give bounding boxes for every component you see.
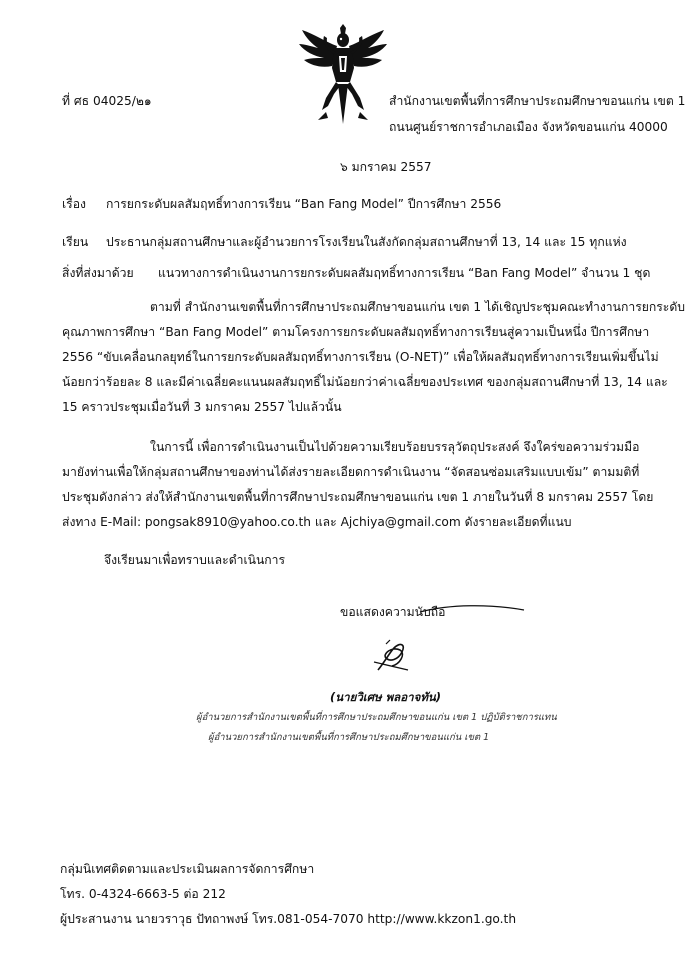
para1-line: ตามที่ สำนักงานเขตพื้นที่การศึกษาประถมศึกษาขอนแก่น เขต 1 ได้เชิญประชุมคณะทำงานการยกระดับ: [150, 300, 686, 314]
para1-line: คุณภาพการศึกษา “Ban Fang Model” ตามโครงการยกระดับผลสัมฤทธิ์ทางการเรียนสู่ความเป็นหนึ่ง ปีการศึกษา: [62, 325, 650, 339]
para2-line: ส่งทาง E-Mail: pongsak8910@yahoo.co.th และ Ajchiya@gmail.com ดังรายละเอียดที่แนบ: [62, 515, 572, 529]
para1-line: 2556 “ขับเคลื่อนกลยุทธ์ในการยกระดับผลสัมฤทธิ์ทางการเรียน (O-NET)” เพื่อให้ผลสัมฤทธิ์ทางการเรียนเพิ่มขึ้นไม่: [62, 350, 659, 364]
reference-number: ที่ ศธ 04025/๒๑: [62, 94, 152, 108]
office-name: สำนักงานเขตพื้นที่การศึกษาประถมศึกษาขอนแก่น เขต 1: [389, 94, 686, 108]
garuda-emblem-icon: [296, 24, 390, 128]
footer-coordinator: ผู้ประสานงาน นายวราวุธ ปัทถาพงษ์ โทร.081-054-7070 http://www.kkzon1.go.th: [60, 912, 517, 926]
handwritten-signature: [330, 600, 530, 680]
para1-line: น้อยกว่าร้อยละ 8 และมีค่าเฉลี่ยคะแนนผลสัมฤทธิ์ไม่น้อยกว่าค่าเฉลี่ยของประเทศ ของกลุ่มสถานศึกษาที่ 13, 14 และ: [62, 375, 668, 389]
office-address: ถนนศูนย์ราชการอำเภอเมือง จังหวัดขอนแก่น 40000: [389, 120, 668, 134]
subject-label: เรื่อง: [62, 197, 86, 211]
regards-text: ขอแสดงความนับถือ: [340, 605, 446, 619]
para1-line: 15 คราวประชุมเมื่อวันที่ 3 มกราคม 2557 ไปแล้วนั้น: [62, 400, 342, 414]
closing-sentence: จึงเรียนมาเพื่อทราบและดำเนินการ: [104, 553, 286, 567]
para2-line: มายังท่านเพื่อให้กลุ่มสถานศึกษาของท่านได้ส่งรายละเอียดการดำเนินงาน “จัดสอนซ่อมเสริมแบบเข้ม” ตามมติที่: [62, 465, 640, 479]
letter-date: ๖ มกราคม 2557: [340, 160, 432, 174]
para2-line: ในการนี้ เพื่อการดำเนินงานเป็นไปด้วยความเรียบร้อยบรรลุวัตถุประสงค์ จึงใคร่ขอความร่วมมือ: [150, 440, 640, 454]
footer-phone: โทร. 0-4324-6663-5 ต่อ 212: [60, 887, 226, 901]
signer-title-line1: ผู้อำนวยการสำนักงานเขตพื้นที่การศึกษาประถมศึกษาขอนแก่น เขต 1 ปฏิบัติราชการแทน: [196, 712, 557, 723]
signer-title-line2: ผู้อำนวยการสำนักงานเขตพื้นที่การศึกษาประถมศึกษาขอนแก่น เขต 1: [208, 732, 490, 743]
para2-line: ประชุมดังกล่าว ส่งให้สำนักงานเขตพื้นที่การศึกษาประถมศึกษาขอนแก่น เขต 1 ภายในวันที่ 8 มกราคม 2557 โดย: [62, 490, 654, 504]
addressee-label: เรียน: [62, 235, 89, 249]
signer-name: (นายวิเศษ พลอาจทัน): [330, 690, 442, 704]
enclosure-label: สิ่งที่ส่งมาด้วย: [62, 266, 134, 280]
addressee-text: ประธานกลุ่มสถานศึกษาและผู้อำนวยการโรงเรียนในสังกัดกลุ่มสถานศึกษาที่ 13, 14 และ 15 ทุกแห่ง: [106, 235, 627, 249]
enclosure-text: แนวทางการดำเนินงานการยกระดับผลสัมฤทธิ์ทางการเรียน “Ban Fang Model” จำนวน 1 ชุด: [158, 266, 651, 280]
footer-department: กลุ่มนิเทศติดตามและประเมินผลการจัดการศึกษา: [60, 862, 315, 876]
subject-text: การยกระดับผลสัมฤทธิ์ทางการเรียน “Ban Fang Model” ปีการศึกษา 2556: [106, 197, 502, 211]
